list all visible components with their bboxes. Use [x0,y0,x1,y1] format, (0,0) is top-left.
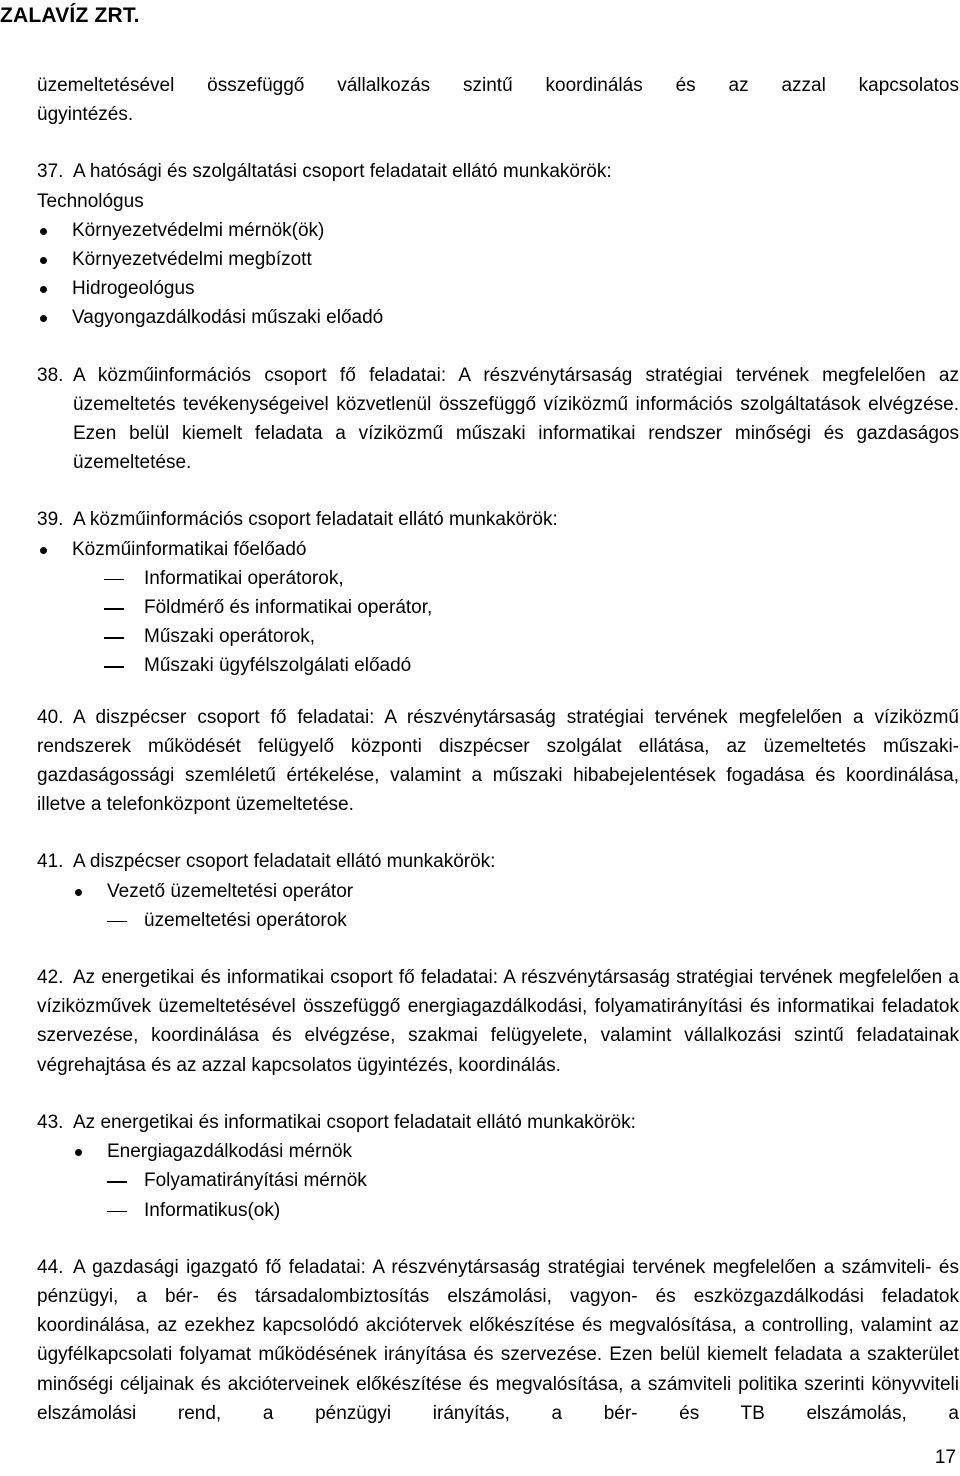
company-header: ZALAVÍZ ZRT. [0,4,140,27]
item-41 [37,847,959,935]
list-item: Hidrogeológus [37,274,959,303]
list-item: Folyamatirányítási mérnök [37,1166,959,1195]
document-body [37,71,959,1428]
item-42-number: 42. [37,967,64,989]
item-44-number: 44. [37,1256,64,1278]
bullet-icon [37,303,72,332]
dash-icon [104,593,144,622]
list-item: Energiagazdálkodási mérnök [37,1137,959,1166]
item-42-text: Az energetikai és informatikai csoport fő feladatai: A részvénytársaság stratégiai tervének megfelelően a víziközművek üzemeltetésével összefüggő energiagazdálkodási, folyamatirányítási és informatikai feladatok szervezése, koordinálása és elvégzése, szakmai felügyelete, valamint vállalkozási szintű feladatainak végrehajtása és az azzal kapcsolatos ügyintézés, koordinálás. [37,967,959,1076]
item-42 [37,963,959,1080]
item-39-text: A közműinformációs csoport feladatait ellátó munkakörök: [73,509,558,531]
item-38-text: A közműinformációs csoport fő feladatai: A részvénytársaság stratégiai tervének megfelelően az üzemeltetés tevékenységeivel közvetlenül összefüggő víziközmű információs szolgáltatások elvégzése. Ezen belül kiemelt feladata a víziközmű műszaki informatikai rendszer minőségi és gazdaságos üzemeltetése. [73,364,959,474]
list-item: Műszaki ügyfélszolgálati előadó [37,651,959,680]
item-37 [37,157,959,332]
item-40-number: 40. [37,706,64,728]
item-37-sub: Technológus [37,190,144,212]
item-37-text: A hatósági és szolgáltatási csoport feladatait ellátó munkakörök: [73,161,612,183]
dash-icon [107,1166,144,1195]
list-item: Vagyongazdálkodási műszaki előadó [37,303,959,332]
item-43-number: 43. [37,1111,64,1133]
bullet-icon [37,245,72,274]
intro-paragraph [37,71,959,129]
list-item: Informatikai operátorok, [37,564,959,593]
bullet-icon [37,274,72,303]
dash-icon [107,906,144,935]
dash-icon [104,651,144,680]
item-44 [37,1253,959,1428]
item-40 [37,703,959,820]
list-item: Műszaki operátorok, [37,622,959,651]
item-39-number: 39. [37,509,64,531]
item-38-number: 38. [37,364,64,386]
list-item: Környezetvédelmi mérnök(ök) [37,216,959,245]
dash-icon [104,564,144,593]
item-39 [37,505,959,680]
intro-line-1: üzemeltetésével összefüggő vállalkozás szintű koordinálás és az azzal kapcsolatos [37,75,959,96]
page-number: 17 [934,1447,956,1468]
list-item: Környezetvédelmi megbízott [37,245,959,274]
dash-icon [107,1196,144,1225]
item-38 [37,361,959,478]
list-item: Közműinformatikai főelőadó [37,535,959,564]
list-item: Informatikus(ok) [37,1196,959,1225]
item-41-text: A diszpécser csoport feladatait ellátó munkakörök: [73,851,496,873]
item-37-number: 37. [37,161,64,183]
item-41-number: 41. [37,851,64,873]
item-43 [37,1108,959,1225]
bullet-icon [37,535,72,564]
item-44-text: A gazdasági igazgató fő feladatai: A részvénytársaság stratégiai tervének megfelelően a számviteli- és pénzügyi, a bér- és társadalombiztosítás elszámolási, vagyon- és eszközgazdálkodási feladatok koordinálása, az ezekhez kapcsolódó akciótervek előkészítése és megvalósítása, a controlling, valamint az ügyfélkapcsolati folyamat működésének irányítása és szervezése. Ezen belül kiemelt feladata a szakterület minőségi céljainak és akcióterveinek előkészítése és megvalósítása, a számviteli politika szerinti könyvviteli elszámolási rend, a pénzügyi irányítás, a bér- és TB elszámolás, a [37,1256,959,1424]
list-item: Vezető üzemeltetési operátor [37,877,959,906]
intro-line-2: ügyintézés. [37,104,134,126]
bullet-icon [72,1137,107,1166]
dash-icon [104,622,144,651]
item-43-text: Az energetikai és informatikai csoport feladatait ellátó munkakörök: [73,1111,636,1133]
list-item: Földmérő és informatikai operátor, [37,593,959,622]
list-item: üzemeltetési operátorok [37,906,959,935]
bullet-icon [37,216,72,245]
item-40-text: A diszpécser csoport fő feladatai: A részvénytársaság stratégiai tervének megfelelően a víziközmű rendszerek működését felügyelő központi diszpécser szolgálat ellátása, az üzemeltetés műszaki-gazdaságossági szemléletű értékelése, valamint a műszaki hibabejelentések fogadása és koordinálása, illetve a telefonközpont üzemeltetése. [37,706,959,816]
bullet-icon [72,877,107,906]
